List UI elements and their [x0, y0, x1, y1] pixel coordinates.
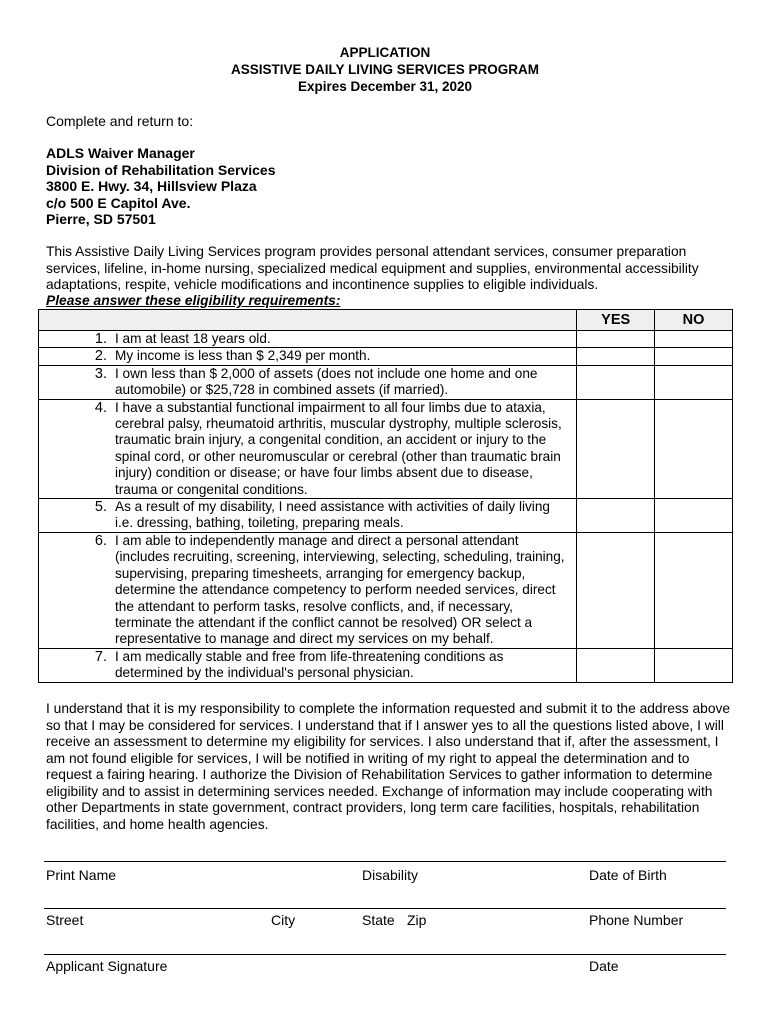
no-answer-cell[interactable]	[655, 532, 733, 648]
yes-answer-cell[interactable]	[577, 499, 655, 533]
question-number: 2.	[94, 348, 107, 365]
header-title: APPLICATION	[339, 45, 431, 60]
question-header-cell	[39, 310, 577, 331]
no-answer-cell[interactable]	[655, 648, 733, 682]
mailing-address	[46, 145, 276, 228]
question-number: 3.	[94, 365, 107, 382]
no-answer-cell[interactable]	[655, 499, 733, 533]
disability-label: Disability	[362, 867, 419, 883]
program-description: This Assistive Daily Living Services program provides personal attendant services, consumer preparation services, lifeline, in-home nursing, specialized medical equipment and supplies, environmental accessibility adaptations, respite, vehicle modifications and incontinence supplies to eligible individuals.	[46, 244, 699, 292]
no-answer-cell[interactable]	[655, 365, 733, 399]
address-line: Pierre, SD 57501	[46, 211, 156, 227]
yes-answer-cell[interactable]	[577, 365, 655, 399]
no-answer-cell[interactable]	[655, 331, 733, 348]
zip-label: Zip	[407, 912, 427, 928]
phone-number-label: Phone Number	[589, 912, 684, 928]
document-header	[0, 44, 770, 95]
yes-answer-cell[interactable]	[577, 331, 655, 348]
question-number: 4.	[94, 399, 107, 416]
table-header-row	[39, 310, 733, 331]
question-number: 7.	[94, 648, 107, 665]
state-label: State	[362, 912, 395, 928]
expiration-date: Expires December 31, 2020	[297, 79, 473, 94]
address-line: c/o 500 E Capitol Ave.	[46, 194, 191, 211]
table-row	[39, 399, 733, 498]
date-label: Date	[589, 958, 619, 974]
table-row	[39, 499, 733, 533]
question-text: My income is less than $ 2,349 per month.	[115, 348, 371, 364]
question-number: 6.	[94, 532, 107, 549]
question-text: I am able to independently manage and direct a personal attendant (includes recruiting, screening, interviewing, selecting, scheduling, training, supervising, preparing timesheets, arranging for emergency backup, determine the attendance competency to perform needed services, direct the attendant to perform tasks, resolve conflicts, and, if necessary, terminate the attendant if the conflict cannot be resolved) OR select a representative to manage and direct my services on my behalf.	[115, 532, 565, 647]
address-line: Division of Rehabilitation Services	[46, 161, 276, 178]
table-row	[39, 348, 733, 365]
question-text: I am at least 18 years old.	[115, 331, 271, 346]
city-label: City	[271, 912, 296, 928]
question-text: I have a substantial functional impairment to all four limbs due to ataxia, cerebral palsy, rheumatoid arthritis, muscular dystrophy, multiple sclerosis, traumatic brain injury, a congenital condition, an accident or injury to the spinal cord, or other neuromuscular or cerebral (other than traumatic brain injury) condition or disease; or have four limbs absent due to disease, trauma or congenital conditions.	[115, 399, 562, 497]
table-row	[39, 648, 733, 682]
question-text: I own less than $ 2,000 of assets (does not include one home and one automobile) or $25,728 in combined assets (if married).	[115, 365, 538, 398]
date-of-birth-label: Date of Birth	[589, 867, 667, 883]
yes-answer-cell[interactable]	[577, 399, 655, 498]
eligibility-prompt: Please answer these eligibility requirements:	[46, 293, 341, 308]
address-line: ADLS Waiver Manager	[46, 145, 195, 161]
table-row	[39, 331, 733, 348]
question-text: I am medically stable and free from life-threatening conditions as determined by the individual's personal physician.	[115, 648, 504, 681]
question-text: As a result of my disability, I need assistance with activities of daily living i.e. dressing, bathing, toileting, preparing meals.	[115, 499, 550, 531]
name-line[interactable]	[44, 861, 726, 862]
table-row	[39, 365, 733, 399]
yes-answer-cell[interactable]	[577, 648, 655, 682]
yes-answer-cell[interactable]	[577, 348, 655, 365]
eligibility-table	[38, 309, 733, 683]
applicant-signature-label: Applicant Signature	[46, 958, 168, 974]
signature-line[interactable]	[44, 954, 726, 955]
question-number: 5.	[94, 499, 107, 516]
address-line-field[interactable]	[44, 908, 726, 909]
table-row	[39, 532, 733, 648]
yes-header: YES	[577, 310, 655, 331]
return-instructions: Complete and return to:	[46, 113, 194, 129]
yes-answer-cell[interactable]	[577, 532, 655, 648]
question-number: 1.	[94, 331, 107, 347]
no-answer-cell[interactable]	[655, 399, 733, 498]
acknowledgement-statement: I understand that it is my responsibility to complete the information requested and submit it to the address above so that I may be considered for services. I understand that if I answer yes to all the questions listed above, I will receive an assessment to determine my eligibility for services. I also understand that if, after the assessment, I am not found eligible for services, I will be notified in writing of my right to appeal the determination and to request a fairing hearing. I authorize the Division of Rehabilitation Services to gather information to determine eligibility and to assist in determining services needed. Exchange of information may include cooperating with other Departments in state government, contract providers, long term care facilities, hospitals, rehabilitation facilities, and home health agencies.	[46, 701, 731, 832]
no-header: NO	[655, 310, 733, 331]
print-name-label: Print Name	[46, 867, 117, 883]
program-name: ASSISTIVE DAILY LIVING SERVICES PROGRAM	[230, 62, 540, 77]
address-line: 3800 E. Hwy. 34, Hillsview Plaza	[46, 178, 257, 194]
street-label: Street	[46, 912, 84, 928]
no-answer-cell[interactable]	[655, 348, 733, 365]
